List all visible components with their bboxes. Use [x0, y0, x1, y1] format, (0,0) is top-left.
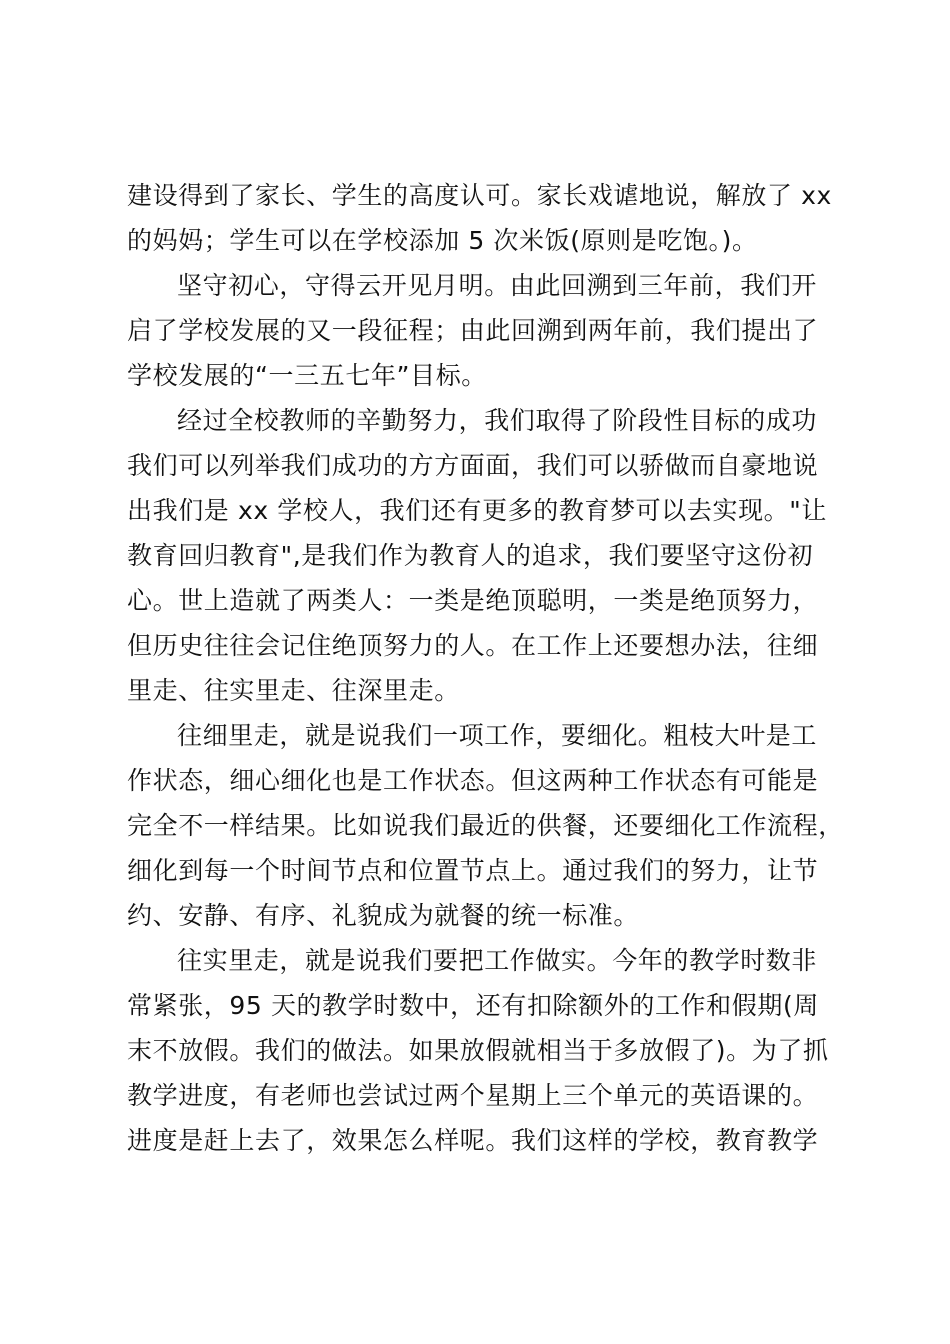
- text-line: 里走、往实里走、往深里走。: [127, 676, 460, 705]
- text-line: 教学进度，有老师也尝试过两个星期上三个单元的英语课的。: [127, 1081, 819, 1110]
- text-line: 我们可以列举我们成功的方方面面，我们可以骄做而自豪地说: [127, 451, 819, 480]
- paragraph-first-line: 往细里走，就是说我们一项工作，要细化。粗枝大叶是工: [177, 721, 818, 750]
- document-body: [127, 173, 847, 1163]
- text-line: 心。世上造就了两类人：一类是绝顶聪明，一类是绝顶努力，: [127, 586, 819, 615]
- text-line: 的妈妈；学生可以在学校添加 5 次米饭(原则是吃饱。)。: [127, 226, 758, 255]
- text-line: 学校发展的“一三五七年”目标。: [127, 361, 487, 390]
- paragraph-first-line: 往实里走，就是说我们要把工作做实。今年的教学时数非: [177, 946, 818, 975]
- text-line: 但历史往往会记住绝顶努力的人。在工作上还要想办法，往细: [127, 631, 819, 660]
- text-line: 细化到每一个时间节点和位置节点上。通过我们的努力，让节: [127, 856, 819, 885]
- text-line: 完全不一样结果。比如说我们最近的供餐，还要细化工作流程，: [127, 811, 844, 840]
- text-line: 末不放假。我们的做法。如果放假就相当于多放假了)。为了抓: [127, 1036, 829, 1065]
- paragraph-first-line: 经过全校教师的辛勤努力，我们取得了阶段性目标的成功: [177, 406, 818, 435]
- text-line: 作状态，细心细化也是工作状态。但这两种工作状态有可能是: [127, 766, 819, 795]
- text-line: 常紧张，95 天的教学时数中，还有扣除额外的工作和假期(周: [127, 991, 819, 1020]
- text-line: 教育回归教育",是我们作为教育人的追求，我们要坚守这份初: [127, 541, 814, 570]
- text-line: 建设得到了家长、学生的高度认可。家长戏谑地说，解放了 xx: [127, 181, 832, 210]
- text-line: 出我们是 xx 学校人，我们还有更多的教育梦可以去实现。"让: [127, 496, 827, 525]
- text-line: 启了学校发展的又一段征程；由此回溯到两年前，我们提出了: [127, 316, 819, 345]
- text-line: 进度是赶上去了，效果怎么样呢。我们这样的学校，教育教学: [127, 1126, 819, 1155]
- text-line: 约、安静、有序、礼貌成为就餐的统一标准。: [127, 901, 640, 930]
- paragraph-first-line: 坚守初心，守得云开见月明。由此回溯到三年前，我们开: [177, 271, 818, 300]
